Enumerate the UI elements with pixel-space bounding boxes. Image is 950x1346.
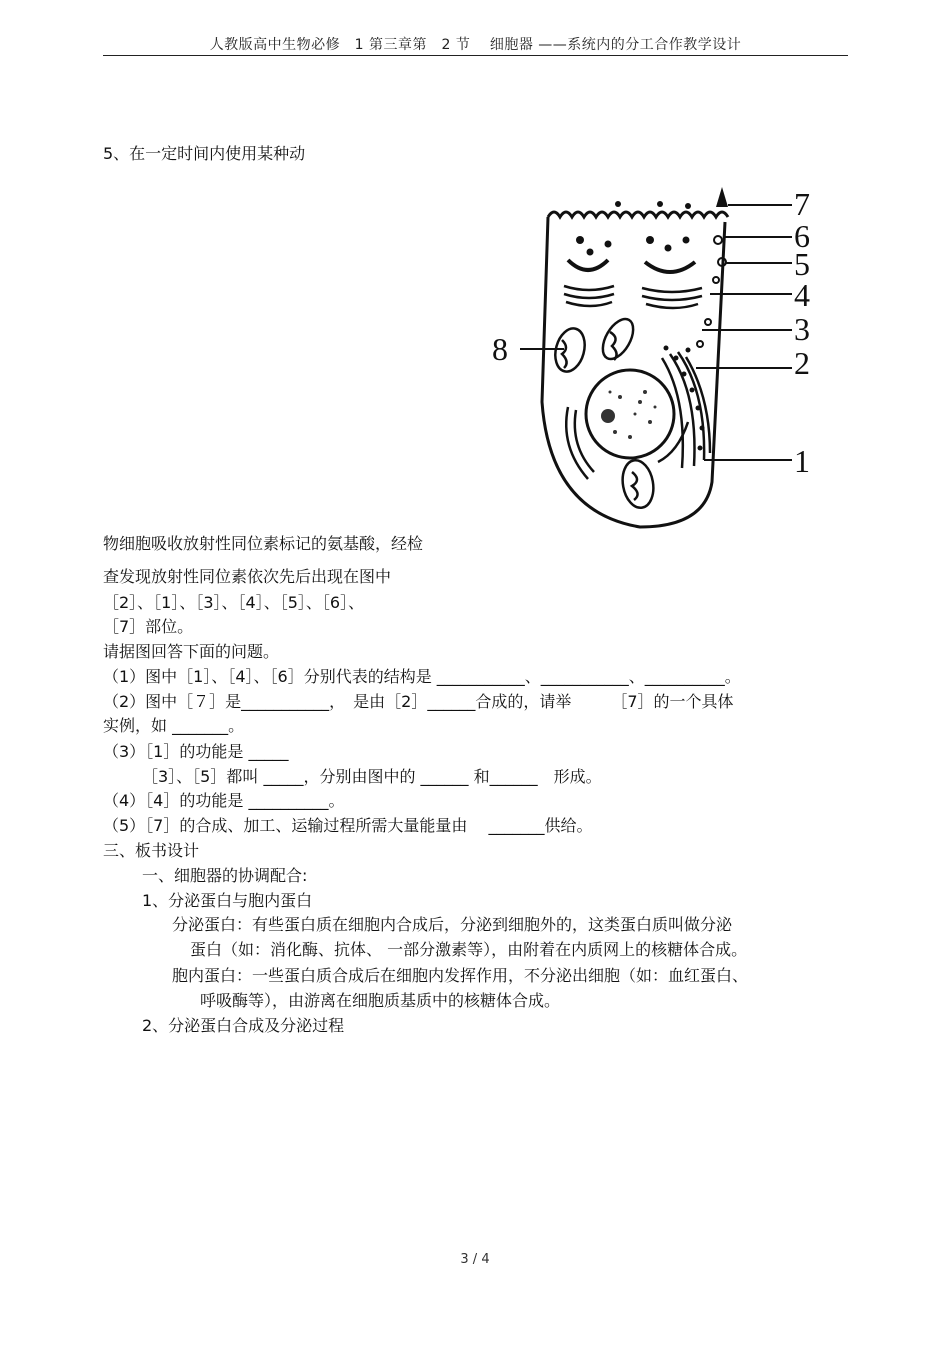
page-header: 人教版高中生物必修 1 第三章第 2 节 细胞器 ——系统内的分工合作教学设计: [209, 37, 742, 53]
subsection-heading: 一、细胞器的协调配合:: [142, 866, 308, 885]
question-5-text: 查发现放射性同位素依次先后出现在图中: [103, 567, 392, 586]
question-5-sequence-end: ［7］部位。: [103, 617, 194, 636]
paragraph: 胞内蛋白：一些蛋白质合成后在细胞内发挥作用，不分泌出细胞（如：血红蛋白、: [172, 966, 749, 985]
paragraph-cont: 呼吸酶等），由游离在细胞质基质中的核糖体合成。: [200, 991, 561, 1010]
diagram-label-2: 2: [794, 345, 810, 381]
diagram-label-5: 5: [794, 246, 810, 282]
diagram-label-7: 7: [794, 186, 810, 222]
paragraph-cont: 蛋白（如：消化酶、抗体、 一部分激素等），由附着在内质网上的核糖体合成。: [190, 940, 748, 959]
sub-question-2: （2）图中［７］是___________， 是由［2］______合成的，请举 ［7］的一个具体: [103, 692, 734, 711]
sub-question-5: （5）［7］的合成、加工、运输过程所需大量能量由 _______供给。: [103, 816, 593, 835]
list-item-heading: 2、分泌蛋白合成及分泌过程: [142, 1016, 345, 1035]
list-item-heading: 1、分泌蛋白与胞内蛋白: [142, 891, 313, 910]
diagram-label-8: 8: [492, 331, 508, 367]
sub-question-1: （1）图中［1］、［4］、［6］分别代表的结构是 ___________、___________、__________。: [103, 667, 741, 686]
question-5-text: 物细胞吸收放射性同位素标记的氨基酸，经检: [103, 534, 424, 553]
question-5-sequence: ［2］、［1］、［3］、［4］、［5］、［6］、: [103, 593, 365, 612]
page-number: 3 / 4: [460, 1252, 490, 1267]
paragraph: 分泌蛋白：有些蛋白质在细胞内合成后，分泌到细胞外的，这类蛋白质叫做分泌: [172, 915, 733, 934]
cell-diagram: [490, 182, 820, 542]
question-5-intro: 5、在一定时间内使用某种动: [103, 144, 306, 163]
sub-question-3-cont: ［3］、［5］都叫 _____，分别由图中的 ______ 和______ 形成。: [142, 767, 602, 786]
diagram-label-3: 3: [794, 311, 810, 347]
sub-question-4: （4）［4］的功能是 __________。: [103, 791, 345, 810]
header-divider: [103, 55, 848, 56]
diagram-label-1: 1: [794, 443, 810, 479]
diagram-label-6: 6: [794, 218, 810, 254]
section-heading: 三、板书设计: [103, 841, 200, 860]
sub-question-2-cont: 实例，如 _______。: [103, 716, 245, 735]
diagram-label-4: 4: [794, 277, 810, 313]
sub-question-3: （3）［1］的功能是 _____: [103, 742, 289, 761]
question-5-prompt: 请据图回答下面的问题。: [103, 642, 280, 661]
